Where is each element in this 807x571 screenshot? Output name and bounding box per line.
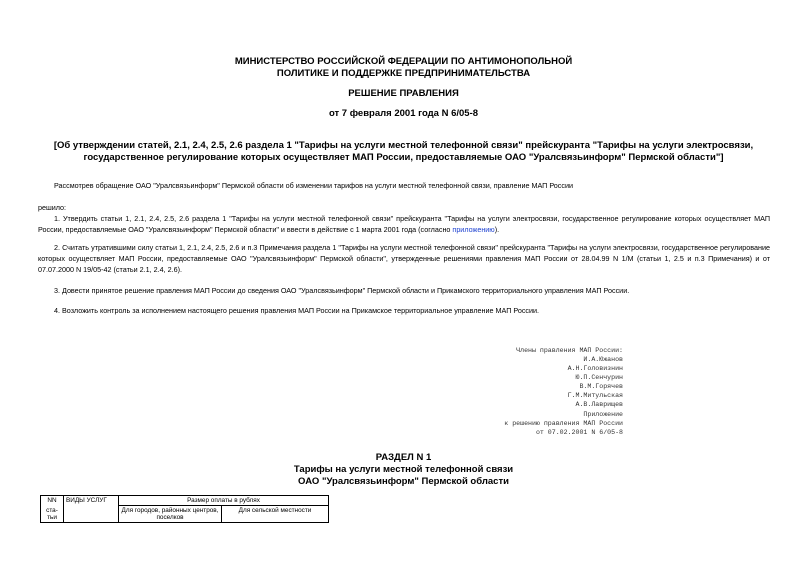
section-title: Тарифы на услуги местной телефонной связи bbox=[293, 464, 514, 475]
ministry-title-line2: ПОЛИТИКЕ И ПОДДЕРЖКЕ ПРЕДПРИНИМАТЕЛЬСТВА bbox=[276, 68, 531, 79]
decision-title: РЕШЕНИЕ ПРАВЛЕНИЯ bbox=[348, 88, 459, 99]
resolution-item-2: 2. Считать утратившими силу статьи 1, 2.1, 2.4, 2.5, 2.6 и п.3 Примечания раздела 1 "Тарифы на услуги местной телефонной связи" прейскуранта "Тарифы на услуги электросвязи, государственное регулирование которых осуществляет МАП России, предоставляемые ОАО "Уралсвязьинформ" Пермской области", утвержденные решениями правления МАП России от 28.04.99 N 1/М (статьи 1, 2.5 и п.3 Примечания) и от 07.07.2000 N 19/05-42 (статьи 2.1, 2.4, 2.6). bbox=[38, 243, 770, 274]
appendix-block bbox=[504, 410, 623, 437]
signature-member: В.М.Горячев bbox=[579, 383, 623, 390]
resolution-item-1: 1. Утвердить статьи 1, 2.1, 2.4, 2.5, 2.6 раздела 1 "Тарифы на услуги местной телефонной связи" прейскуранта "Тарифы на услуги электросвязи, государственное регулирование которых осуществляет МАП России, предоставляемые ОАО "Уралсвязьинформ" Пермской области" и ввести в действие с 1 марта 2001 года (согласно приложению). bbox=[38, 214, 770, 234]
appendix-line-3: от 07.02.2001 N 6/05-8 bbox=[535, 429, 623, 436]
table-header-cities: Для городов, районных центров, поселков bbox=[119, 506, 222, 523]
resolution-item-3: 3. Довести принятое решение правления МАП России до сведения ОАО "Уралсвязьинформ" Пермской области и Прикамского территориального управления МАП России. bbox=[54, 286, 630, 295]
decision-subject-line1: [Об утверждении статей, 2.1, 2.4, 2.5, 2.6 раздела 1 "Тарифы на услуги местной телефонной связи" прейскуранта "Тарифы на услуги электросвязи, bbox=[53, 140, 754, 151]
signature-member: Ю.П.Сенчурин bbox=[575, 374, 623, 381]
signature-member: Г.М.Митульская bbox=[567, 392, 623, 399]
section-number: РАЗДЕЛ N 1 bbox=[375, 452, 432, 463]
appendix-line-1: Приложение bbox=[583, 411, 623, 418]
appendix-line-2: к решению правления МАП России bbox=[504, 420, 623, 427]
signature-member: А.В.Лаврищев bbox=[575, 401, 623, 408]
signatures-block bbox=[516, 346, 623, 409]
signatures-title: Члены правления МАП России: bbox=[516, 347, 623, 354]
signature-member: А.Н.Головизнин bbox=[567, 365, 623, 372]
signature-member: И.А.Южанов bbox=[583, 356, 623, 363]
table-header-payment: Размер оплаты в рублях bbox=[119, 496, 329, 506]
appendix-link[interactable]: приложению bbox=[452, 225, 495, 234]
resolution-item-4: 4. Возложить контроль за исполнением настоящего решения правления МАП России на Прикамское территориальное управление МАП России. bbox=[54, 306, 540, 315]
table-header-services: ВИДЫ УСЛУГ bbox=[64, 496, 119, 523]
resolved-label: решило: bbox=[38, 203, 67, 212]
ministry-title-line1: МИНИСТЕРСТВО РОССИЙСКОЙ ФЕДЕРАЦИИ ПО АНТИМОНОПОЛЬНОЙ bbox=[234, 56, 573, 67]
table-header-nn: NN ста- тьи bbox=[41, 496, 64, 523]
tariff-table bbox=[40, 495, 329, 523]
decision-subject-line2: государственное регулирование которых осуществляет МАП России, предоставляемые ОАО "Уралсвязьинформ" Пермской области"] bbox=[83, 152, 724, 163]
intro-paragraph: Рассмотрев обращение ОАО "Уралсвязьинформ" Пермской области об изменении тарифов на услуги местной телефонной связи, правление МАП России bbox=[54, 181, 574, 190]
section-subtitle: ОАО "Уралсвязьинформ" Пермской области bbox=[298, 476, 509, 487]
table-header-row bbox=[41, 496, 329, 506]
table-header-rural: Для сельской местности bbox=[222, 506, 329, 523]
decision-date: от 7 февраля 2001 года N 6/05-8 bbox=[328, 108, 479, 119]
